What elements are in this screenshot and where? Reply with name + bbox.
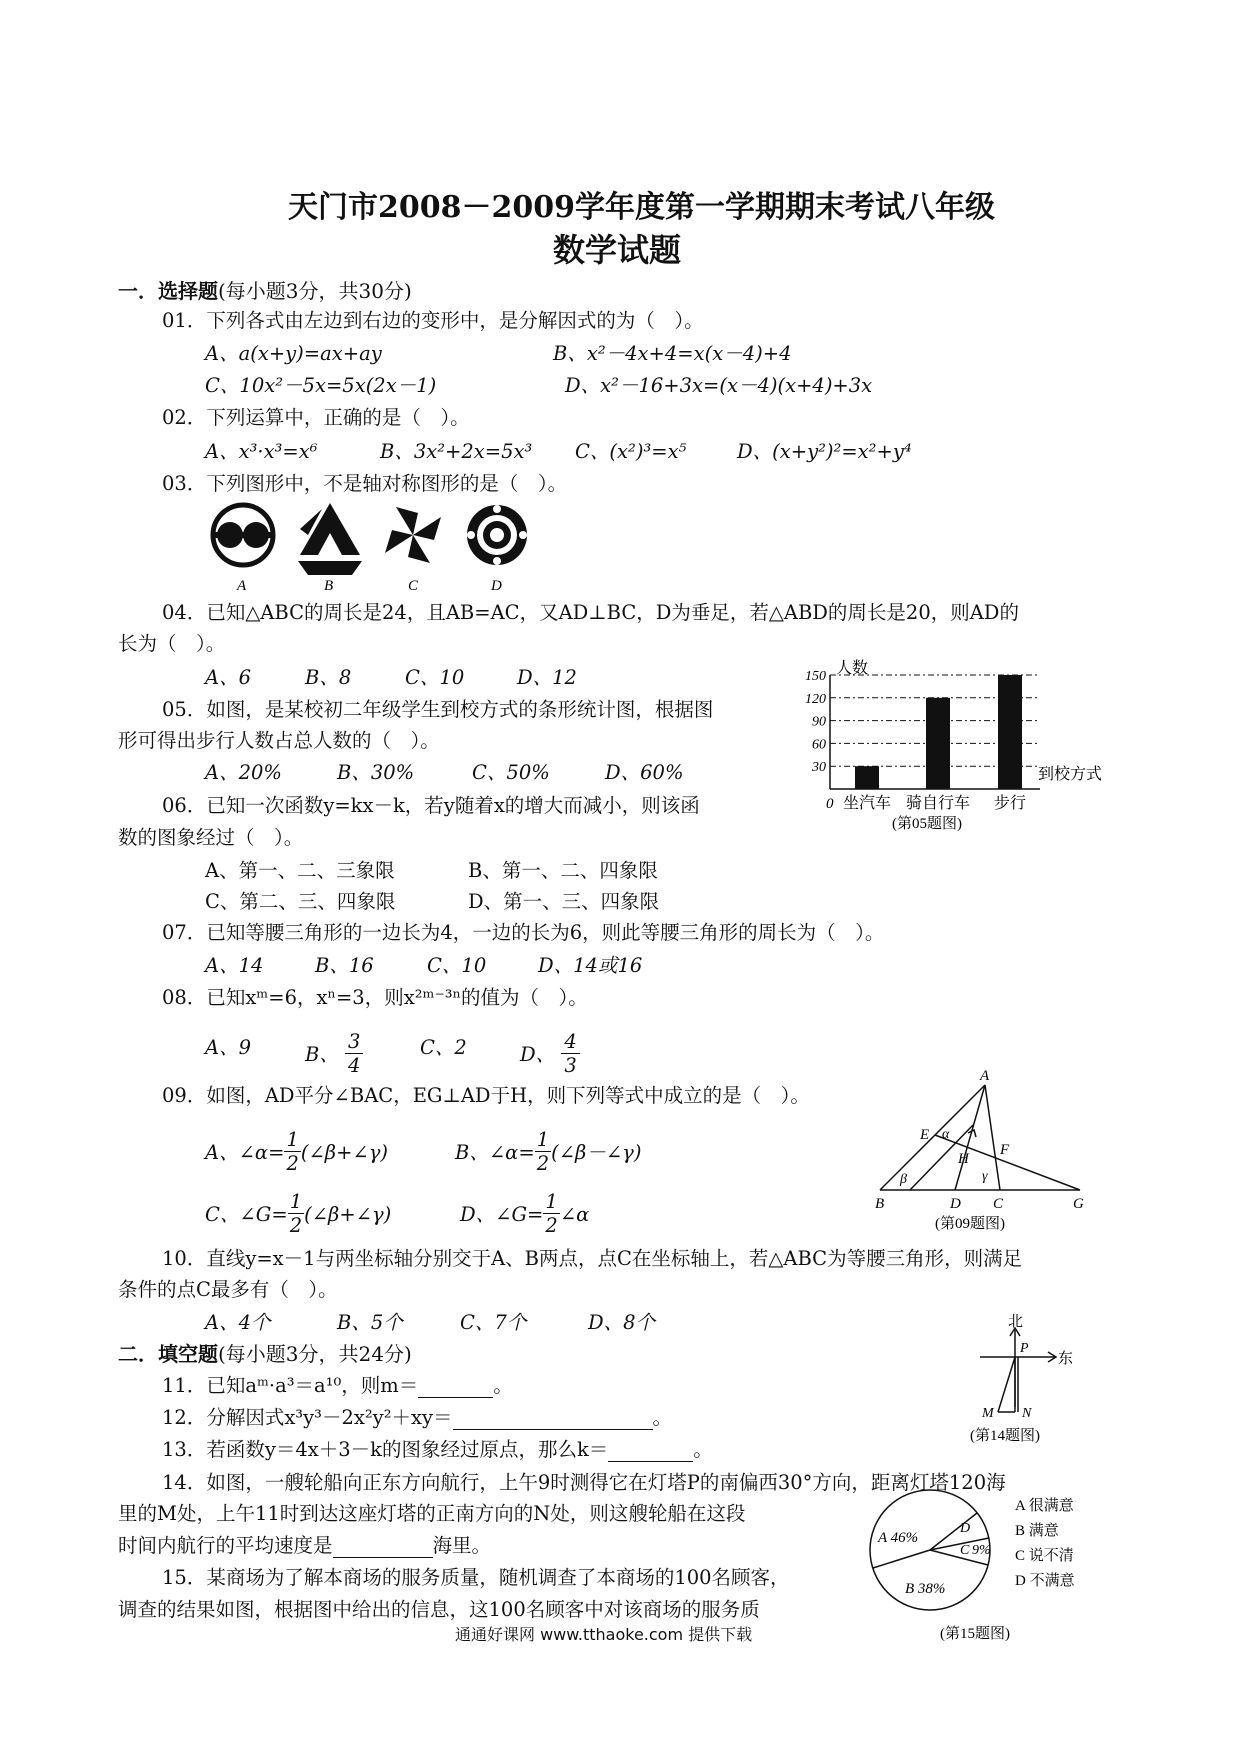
figure-a-label: A [237,578,247,594]
q09-c-lead: C、∠G= [205,1203,288,1226]
q08-option-a: A、9 [205,1036,251,1059]
q08-option-d-label: D、 [520,1043,556,1066]
q09-b-num: 1 [536,1128,550,1151]
q09-option-b [455,1130,641,1177]
q11-answer-blank[interactable] [418,1374,493,1398]
q05-option-a: A、20% [205,761,282,784]
q09-a-tail: (∠β+∠γ) [300,1141,389,1164]
fig14-compass-diagram [950,1312,1110,1447]
fig14-caption: (第14题图) [970,1428,1040,1444]
fig15-legend-a: A 很满意 [1015,1498,1074,1514]
q09-d-tail: ∠α [559,1203,590,1226]
q07-option-a: A、14 [205,954,264,977]
fig09-triangle-diagram [870,1065,1100,1240]
q02-option-a: A、x³·x³=x⁶ [205,440,318,463]
fig14-north-label: 北 [1008,1314,1024,1330]
q14-line3-end: 海里。 [432,1534,492,1557]
fig05-bar-1 [855,766,879,789]
fig15-pct-9: 9% [972,1543,991,1558]
fig09-point-d: D [950,1196,961,1212]
q14-answer-blank[interactable] [333,1534,433,1558]
fig15-caption: (第15题图) [940,1626,1010,1642]
fig09-point-c: C [993,1196,1004,1212]
q04-option-c: C、10 [405,666,465,689]
q08-option-b [305,1032,363,1079]
fig14-m-label: M [982,1406,994,1421]
q06-option-d: D、第一、三、四象限 [468,890,660,913]
q10-option-d: D、8个 [588,1311,656,1334]
figure-c-label: C [408,578,419,594]
q06-option-c: C、第二、三、四象限 [205,890,396,913]
fig05-ytick-label: 60 [812,737,826,753]
q10-line1: 10．直线y=x－1与两坐标轴分别交于A、B两点，点C在坐标轴上，若△ABC为等腰三角形，则满足 [162,1247,1023,1270]
fig05-bar-2 [926,698,950,789]
q06-option-b: B、第一、二、四象限 [468,859,658,882]
exam-title: 天门市2008－2009学年度第一学期期末考试八年级 [288,190,995,225]
fig05-category-label-2: 骑自行车 [905,795,971,812]
q08-stem: 08．已知xᵐ=6，xⁿ=3，则x²ᵐ⁻³ⁿ的值为（ ）。 [162,986,588,1009]
q01-option-a: A、a(x+y)=ax+ay [205,342,382,365]
fig15-slice-d-label: D [960,1521,971,1536]
fig15-legend-d: D 不满意 [1015,1573,1075,1589]
q14-line3 [118,1530,491,1558]
section1-note: (每小题3分，共30分) [218,279,412,303]
fig05-ytick-label: 150 [805,669,826,684]
fig05-bar-chart [790,655,1125,835]
q09-b-lead: B、∠α= [455,1141,535,1164]
fig05-category-label-3: 步行 [993,795,1027,812]
q07-option-b: B、16 [315,954,374,977]
q01-option-c: C、10x²－5x=5x(2x－1) [205,374,437,397]
figure-d-label: D [491,578,502,594]
fig09-point-h: H [958,1151,969,1167]
q13-answer-blank[interactable] [608,1438,693,1462]
section2-title: 二．填空题 [118,1342,218,1366]
q08-option-b-label: B、 [305,1043,339,1066]
figure-b-label: B [324,578,334,594]
fig15-slice-b-label: B 38% [905,1581,946,1597]
q09-option-a [205,1130,388,1177]
fig09-point-a: A [980,1068,990,1084]
q12-end: 。 [652,1406,673,1429]
q08-b-numerator: 3 [345,1030,363,1054]
q09-d-den: 2 [545,1214,558,1237]
q09-b-den: 2 [536,1152,550,1175]
q02-option-d: D、(x+y²)²=x²+y⁴ [737,440,912,463]
q05-option-d: D、60% [605,761,684,784]
q06-option-a: A、第一、二、三象限 [205,859,395,882]
q01-option-b: B、x²－4x+4=x(x－4)+4 [553,342,792,365]
q09-c-den: 2 [289,1214,303,1237]
q04-line1: 04．已知△ABC的周长是24，且AB=AC，又AD⊥BC，D为垂足，若△ABD的周长是20，则AD的 [162,601,1019,624]
fig05-ytick-label: 120 [805,691,826,707]
q09-stem: 09．如图，AD平分∠BAC，EG⊥AD于H，则下列等式中成立的是（ ）。 [162,1084,810,1107]
q06-line1: 06．已知一次函数y=kx－k，若y随着x的增大而减小，则该函 [162,794,700,817]
fig09-angle-alpha: α [942,1127,950,1142]
figure-a-icon [213,505,273,565]
q04-line2: 长为（ ）。 [118,632,226,655]
q13-end: 。 [693,1438,713,1461]
q04-option-d: D、12 [517,666,577,689]
q03-stem: 03．下列图形中，不是轴对称图形的是（ ）。 [162,472,568,495]
fig15-slice-a-label: A 46% [878,1530,919,1546]
fig05-caption: (第05题图) [892,816,962,832]
fig05-bar-3 [998,675,1022,789]
q09-a-num: 1 [286,1128,299,1151]
q06-line2: 数的图象经过（ ）。 [118,826,304,849]
q05-option-c: C、50% [472,761,550,784]
q05-option-b: B、30% [337,761,415,784]
q13-text: 13．若函数y＝4x＋3－k的图象经过原点，那么k＝ [162,1438,609,1461]
q09-option-d [460,1192,589,1239]
fig09-point-f: F [1000,1142,1010,1158]
figure-b-icon [298,503,362,575]
q09-d-num: 1 [545,1190,558,1213]
q15-line1: 15．某商场为了解本商场的服务质量，随机调查了本商场的100名顾客， [162,1566,790,1589]
q08-b-denominator: 4 [348,1054,361,1077]
fig09-point-b: B [875,1196,885,1212]
q08-d-denominator: 3 [564,1054,577,1077]
q14-line3-text: 时间内航行的平均速度是 [118,1534,333,1557]
fig14-p-label: P [1020,1341,1029,1356]
fig09-angle-gamma: γ [982,1169,988,1184]
q12-text: 12．分解因式x³y³－2x²y²＋xy＝ [162,1406,453,1429]
q02-option-c: C、(x²)³=x⁵ [575,440,687,463]
q07-stem: 07．已知等腰三角形的一边长为4，一边的长为6，则此等腰三角形的周长为（ ）。 [162,921,885,944]
q01-stem: 01．下列各式由左边到右边的变形中，是分解因式的为（ ）。 [162,309,704,332]
q09-option-c [205,1192,391,1239]
fig15-slice-c-label: C [960,1543,970,1558]
q15-line2: 调查的结果如图，根据图中给出的信息，这100名顾客中对该商场的服务质 [118,1598,760,1621]
fig09-point-e: E [920,1127,930,1143]
fig05-xlabel: 到校方式 [1038,766,1103,783]
q10-line2: 条件的点C最多有（ ）。 [118,1278,338,1301]
q10-option-a: A、4个 [205,1311,271,1334]
q14-line2: 里的M处，上午11时到达这座灯塔的正南方向的N处，则这艘轮船在这段 [118,1502,746,1525]
section2-heading [118,1338,412,1367]
fig09-angle-beta: β [900,1172,907,1187]
fig15-legend-c: C 说不清 [1015,1548,1074,1564]
q04-option-b: B、8 [305,666,352,689]
fig05-ytick-label: 90 [812,714,826,730]
q12 [162,1402,672,1430]
q11-text: 11．已知aᵐ·a³＝a¹⁰，则m＝ [162,1374,419,1397]
section1-heading [118,275,412,304]
figure-d-icon [467,505,527,565]
q03-figures [200,495,540,595]
q14-line1: 14．如图，一艘轮船向正东方向航行，上午9时测得它在灯塔P的南偏西30°方向，距离灯塔120海 [162,1471,1006,1494]
fig05-ylabel: 人数 [836,660,869,677]
q05-line1: 05．如图，是某校初二年级学生到校方式的条形统计图，根据图 [162,698,714,721]
q09-c-tail: (∠β+∠γ) [304,1203,392,1226]
fig15-pie-chart [865,1480,1115,1645]
fig15-legend-b: B 满意 [1015,1523,1059,1539]
page-footer: 通通好课网 www.tthaoke.com 提供下载 [455,1625,753,1644]
q07-option-c: C、10 [427,954,487,977]
q08-option-d [520,1032,580,1079]
fig09-caption: (第09题图) [935,1216,1005,1232]
q02-stem: 02．下列运算中，正确的是（ ）。 [162,406,470,429]
q10-option-c: C、7个 [460,1311,527,1334]
q08-d-numerator: 4 [561,1030,579,1054]
section2-note: (每小题3分，共24分) [218,1342,412,1366]
q13 [162,1434,713,1462]
section1-title: 一．选择题 [118,279,218,303]
fig05-ytick-label: 30 [812,760,826,776]
q01-option-d: D、x²－16+3x=(x－4)(x+4)+3x [565,374,873,397]
q07-option-d: D、14或16 [538,954,643,977]
fig14-n-label: N [1022,1406,1032,1421]
q09-a-lead: A、∠α= [205,1141,285,1164]
fig05-category-label-1: 坐汽车 [842,795,892,812]
q10-option-b: B、5个 [337,1311,403,1334]
q09-a-den: 2 [286,1152,299,1175]
q09-d-lead: D、∠G= [460,1203,544,1226]
figure-c-icon [385,507,441,563]
q09-c-num: 1 [289,1190,303,1213]
q11 [162,1370,513,1398]
fig05-origin: 0 [826,796,834,812]
q08-option-c: C、2 [420,1036,467,1059]
q04-option-a: A、6 [205,666,251,689]
q11-end: 。 [493,1374,513,1397]
q05-line2: 形可得出步行人数占总人数的（ ）。 [118,729,440,752]
fig14-east-label: 东 [1058,1351,1074,1367]
q12-answer-blank[interactable] [453,1406,653,1430]
q02-option-b: B、3x²+2x=5x³ [380,440,533,463]
fig09-point-g: G [1073,1196,1084,1212]
exam-subtitle: 数学试题 [553,231,682,269]
q09-b-tail: (∠β－∠γ) [551,1141,642,1164]
